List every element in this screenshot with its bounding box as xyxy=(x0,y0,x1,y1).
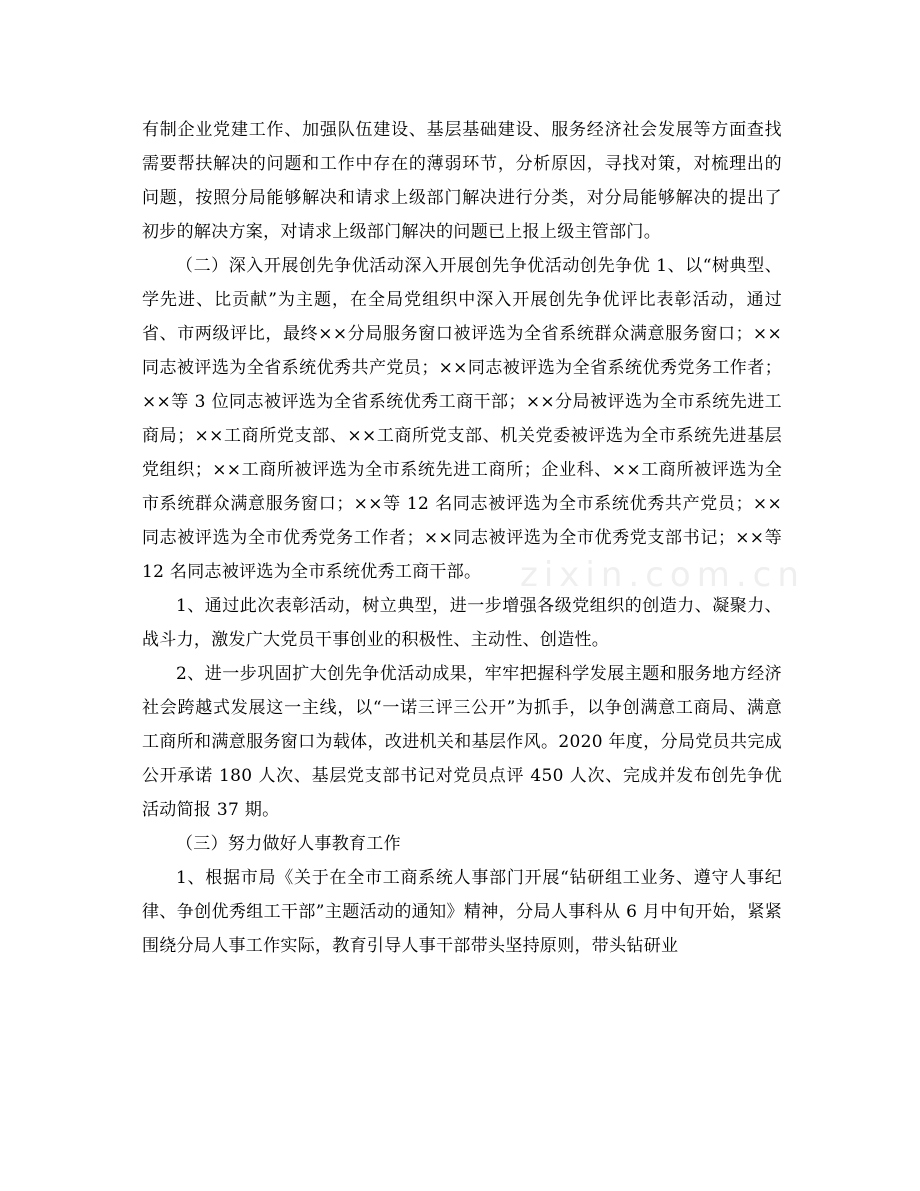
paragraph-item-one: 1、通过此次表彰活动，树立典型，进一步增强各级党组织的创造力、凝聚力、战斗力，激发广大党员干事创业的积极性、主动性、创造性。 xyxy=(142,596,782,650)
section-heading-three: （三）努力做好人事教育工作 xyxy=(176,834,401,854)
paragraph-continuation: 有制企业党建工作、加强队伍建设、基层基础建设、服务经济社会发展等方面查找需要帮扶解决的问题和工作中存在的薄弱环节，分析原因，寻找对策，对梳理出的问题，按照分局能够解决和请求上级部门解决进行分类，对分局能够解决的提出了初步的解决方案，对请求上级部门解决的问题已上报上级主管部门。 xyxy=(142,120,782,242)
watermark-text: zixin.com.cn xyxy=(520,555,805,595)
paragraph-section-three-item-one: 1、根据市局《关于在全市工商系统人事部门开展“钻研组工业务、遵守人事纪律、争创优秀组工干部”主题活动的通知》精神，分局人事科从 6 月中旬开始，紧紧围绕分局人事工作实际，教育引导人事干部带头坚持原则，带头钻研业 xyxy=(142,868,782,956)
paragraph-item-two: 2、进一步巩固扩大创先争优活动成果，牢牢把握科学发展主题和服务地方经济社会跨越式发展这一主线，以“一诺三评三公开”为抓手，以争创满意工商局、满意工商所和满意服务窗口为载体，改进机关和基层作风。2020 年度，分局党员共完成公开承诺 180 人次、基层党支部书记对党员点评 450 人次、完成并发布创先争优活动简报 37 期。 xyxy=(142,664,782,820)
document-body xyxy=(142,113,782,963)
paragraph-section-two: （二）深入开展创先争优活动深入开展创先争优活动创先争优 1、以“树典型、学先进、比贡献”为主题，在全局党组织中深入开展创先争优评比表彰活动，通过省、市两级评比，最终××分局服务窗口被评选为全省系统群众满意服务窗口；××同志被评选为全省系统优秀共产党员；××同志被评选为全省系统优秀党务工作者；××等 3 位同志被评选为全省系统优秀工商干部；××分局被评选为全市系统先进工商局；××工商所党支部、××工商所党支部、机关党委被评选为全市系统先进基层党组织；××工商所被评选为全市系统先进工商所；企业科、××工商所被评选为全市系统群众满意服务窗口；××等 12 名同志被评选为全市系统优秀共产党员；××同志被评选为全市优秀党务工作者；××同志被评选为全市优秀党支部书记；××等 12 名同志被评选为全市系统优秀工商干部。 xyxy=(142,256,782,582)
